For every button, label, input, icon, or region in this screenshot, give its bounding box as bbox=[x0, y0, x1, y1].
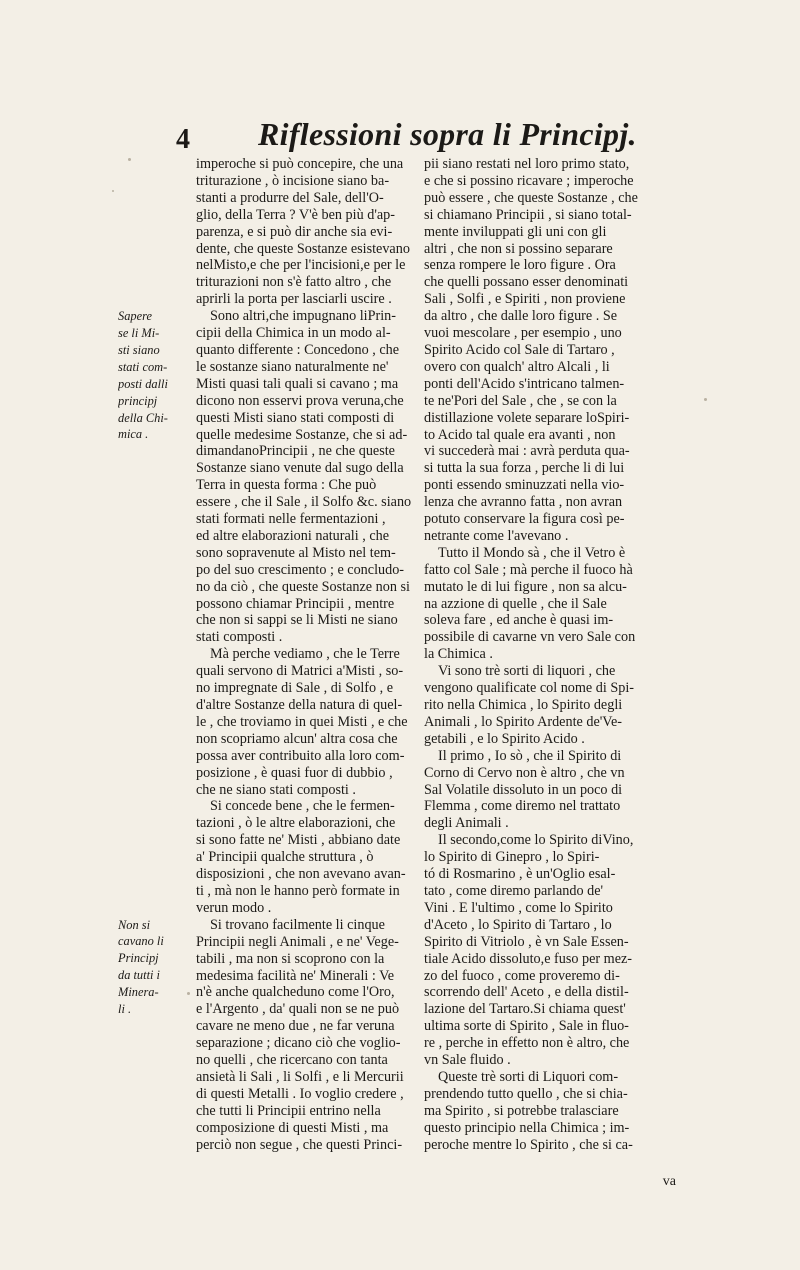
text-line: stanti a produrre del Sale, dell'O- bbox=[196, 189, 384, 206]
text-line: d'altre Sostanze della natura di quel- bbox=[196, 697, 403, 713]
text-line: lo Spirito di Ginepro , lo Spiri- bbox=[424, 849, 600, 866]
margin-note-line: della Chi- bbox=[118, 410, 168, 425]
text-line: può essere , che queste Sostanze , che bbox=[424, 189, 638, 206]
text-line: ansietà li Sali , li Solfi , e li Mercurii bbox=[196, 1068, 404, 1085]
text-line: overo con qualch' altro Alcali , li bbox=[424, 358, 610, 375]
text-line: disposizioni , che non avevano avan- bbox=[196, 866, 406, 883]
text-line: Terra in questa forma : Che può bbox=[196, 477, 377, 494]
text-line: cavare ne meno due , ne far veruna bbox=[196, 1018, 395, 1035]
text-line: lazione del Tartaro.Si chiama quest' bbox=[424, 1001, 626, 1018]
text-line: Principii negli Animali , e ne' Vege- bbox=[196, 933, 399, 950]
text-line: scorrendo dell' Aceto , e della distil- bbox=[424, 984, 629, 1001]
text-line: tabili , ma non si scoprono con la bbox=[196, 950, 385, 967]
text-line: nelMisto,e che per l'incisioni,e per le bbox=[196, 257, 406, 274]
margin-note-line: cavano li bbox=[118, 934, 164, 949]
text-line: non scopriamo alcun' altra cosa che bbox=[196, 730, 398, 747]
text-line: Si trovano facilmente li cinque bbox=[210, 916, 385, 933]
text-line: no da ciò , che queste Sostanze non si bbox=[196, 578, 410, 595]
page-number: 4 bbox=[176, 124, 190, 155]
text-line: no impregnate di Sale , di Solfo , e bbox=[196, 680, 394, 697]
text-line: tato , come diremo parlando de' bbox=[424, 882, 604, 899]
text-line: possa aver contribuito alla loro com- bbox=[196, 747, 405, 764]
text-line: ponti essendo sminuzzati nella vio- bbox=[424, 477, 625, 494]
margin-note-line: posti dalli bbox=[118, 376, 168, 391]
text-line: to Acido tal quale era avanti , non bbox=[424, 426, 616, 443]
text-line: le , che troviamo in quei Misti , e che bbox=[196, 713, 408, 730]
text-line: dicono non esservi prova veruna,che bbox=[196, 392, 404, 409]
text-line: Sal Volatile dissoluto in un poco di bbox=[424, 781, 623, 798]
text-line: di questi Metalli . Io voglio credere , bbox=[196, 1085, 404, 1102]
margin-note-line: Principj bbox=[118, 951, 159, 966]
text-line: stati composti . bbox=[196, 629, 283, 646]
text-line: che ne siano stati composti . bbox=[196, 781, 356, 798]
margin-note-line: da tutti i bbox=[118, 968, 160, 983]
text-line: Queste trè sorti di Liquori com- bbox=[438, 1068, 619, 1085]
text-line: distillazione volete separare loSpiri- bbox=[424, 409, 630, 426]
text-line: triturazione , ò incisione siano ba- bbox=[196, 172, 390, 189]
text-line: vi succederà mai : avrà perduta qua- bbox=[424, 443, 630, 460]
text-line: cipii della Chimica in un modo al- bbox=[196, 325, 391, 342]
text-line: imperoche si può concepire, che una bbox=[196, 156, 404, 172]
text-line: sono sopravenute al Misto nel tem- bbox=[196, 544, 396, 561]
text-line: prendendo tutto quello , che si chia- bbox=[424, 1085, 628, 1102]
text-line: aprirli la porta per lasciarli uscire . bbox=[196, 291, 392, 308]
text-line: composizione di questi Misti , ma bbox=[196, 1119, 389, 1136]
text-line: essere , che il Sale , il Solfo &c. siano bbox=[196, 494, 412, 511]
text-line: si tutta la sua forza , perche li di lui bbox=[424, 460, 625, 477]
text-line: rito nella Chimica , lo Spirito degli bbox=[424, 697, 623, 713]
text-line: da altro , che dalle loro figure . Se bbox=[424, 308, 618, 325]
text-line: quanto differente : Concedono , che bbox=[196, 341, 400, 358]
text-line: Sono altri,che impugnano liPrin- bbox=[210, 308, 396, 325]
margin-note-line: mica . bbox=[118, 427, 149, 442]
text-line: vuoi mescolare , per esempio , uno bbox=[424, 325, 622, 342]
text-line: Il primo , Io sò , che il Spirito di bbox=[438, 747, 622, 764]
text-line: Il secondo,come lo Spirito diVino, bbox=[438, 832, 634, 849]
margin-note-line: sti siano bbox=[118, 342, 160, 357]
text-line: Flemma , come diremo nel trattato bbox=[424, 798, 621, 815]
text-line: lenza che avranno fatta , non avran bbox=[424, 494, 623, 511]
text-line: ed altre elaborazioni naturali , che bbox=[196, 527, 390, 544]
text-line: posizione , è quasi fuor di dubbio , bbox=[196, 764, 393, 781]
margin-note-line: Non si bbox=[118, 917, 151, 932]
text-line: verun modo . bbox=[196, 899, 272, 916]
text-line: po del suo crescimento ; e concludo- bbox=[196, 561, 405, 578]
margin-note-line: principj bbox=[118, 393, 158, 408]
margin-note bbox=[118, 308, 192, 443]
text-line: te ne'Pori del Sale , che , se con la bbox=[424, 392, 617, 409]
text-line: potuto conservare la figura così pe- bbox=[424, 511, 625, 528]
text-line: si sono fatte ne' Misti , abbiano date bbox=[196, 832, 401, 849]
text-line: perciò non segue , che questi Princi- bbox=[196, 1136, 403, 1153]
text-line: possibile di cavarne vn vero Sale con bbox=[424, 629, 636, 646]
text-line: glio, della Terra ? V'è ben più d'ap- bbox=[196, 206, 395, 223]
text-line: peroche mentre lo Spirito , che si ca- bbox=[424, 1136, 633, 1153]
text-line: la Chimica . bbox=[424, 646, 493, 663]
text-line: ultima sorte di Spirito , Sale in fluo- bbox=[424, 1018, 629, 1035]
text-line: e che si possino ricavare ; imperoche bbox=[424, 172, 634, 189]
text-line: n'è anche qualcheduno come l'Oro, bbox=[196, 984, 395, 1001]
text-line: soleva fare , ed anche è quasi im- bbox=[424, 612, 614, 629]
right-column bbox=[424, 156, 674, 1153]
margin-note bbox=[118, 917, 192, 1018]
text-line: ti , mà non le hanno però formate in bbox=[196, 882, 400, 899]
text-line: vengono qualificate col nome di Spi- bbox=[424, 680, 634, 697]
text-line: Tutto il Mondo sà , che il Vetro è bbox=[438, 544, 626, 561]
text-line: altri , che non si possino separare bbox=[424, 240, 613, 257]
text-line: a' Principii qualche struttura , ò bbox=[196, 849, 374, 866]
text-line: tazioni , ò le altre elaborazioni, che bbox=[196, 815, 396, 832]
text-line: e l'Argento , da' quali non se ne può bbox=[196, 1001, 400, 1018]
text-line: questo principio nella Chimica ; im- bbox=[424, 1119, 630, 1136]
text-line: Mà perche vediamo , che le Terre bbox=[210, 646, 400, 663]
text-line: quali servono di Matrici a'Misti , so- bbox=[196, 663, 404, 680]
text-line: tiale Acido dissoluto,e fuso per mez- bbox=[424, 950, 633, 967]
text-line: questi Misti siano stati composti di bbox=[196, 409, 395, 426]
text-line: netrante come l'avevano . bbox=[424, 527, 569, 544]
catchword: va bbox=[662, 1174, 676, 1189]
text-line: zo del fuoco , come proveremo di- bbox=[424, 967, 620, 984]
margin-note-line: Minera- bbox=[118, 985, 159, 1000]
text-line: Sali , Solfi , e Spiriti , non proviene bbox=[424, 291, 626, 308]
text-line: separazione ; dicano ciò che voglio- bbox=[196, 1035, 401, 1052]
margin-note-line: stati com- bbox=[118, 359, 168, 374]
text-line: si chiamano Principii , si siano total- bbox=[424, 206, 632, 223]
text-line: Animali , lo Spirito Ardente de'Ve- bbox=[424, 713, 622, 730]
text-line: ma Spirito , si potrebbe tralasciare bbox=[424, 1102, 619, 1119]
text-line: Spirito Acido col Sale di Tartaro , bbox=[424, 341, 615, 358]
text-line: fatto col Sale ; mà perche il fuoco hà bbox=[424, 561, 633, 578]
text-line: che quelli possano esser denominati bbox=[424, 274, 629, 291]
text-line: pii siano restati nel loro primo stato, bbox=[424, 156, 630, 172]
text-line: getabili , e lo Spirito Acido . bbox=[424, 730, 585, 747]
text-line: parenza, e si può dir anche sia evi- bbox=[196, 223, 393, 240]
running-head: Riflessioni sopra li Principj. bbox=[258, 116, 637, 152]
text-line: Spirito di Vitriolo , è vn Sale Essen- bbox=[424, 933, 629, 950]
text-line: dimandanoPrincipii , ne che queste bbox=[196, 443, 395, 460]
text-line: dente, che queste Sostanze esistevano bbox=[196, 240, 410, 257]
text-line: tó di Rosmarino , è un'Oglio esal- bbox=[424, 866, 616, 883]
text-line: Vi sono trè sorti di liquori , che bbox=[438, 663, 616, 680]
text-line: no quelli , che ricercano con tanta bbox=[196, 1052, 388, 1069]
text-line: possono chiamar Principii , mentre bbox=[196, 595, 395, 612]
left-column bbox=[196, 156, 414, 1153]
text-line: triturazioni non s'è fatto altro , che bbox=[196, 274, 392, 291]
text-line: mutato le di lui figure , non sa alcu- bbox=[424, 578, 627, 595]
text-line: degli Animali . bbox=[424, 815, 509, 832]
text-line: Misti quasi tali quali si cavano ; ma bbox=[196, 375, 399, 392]
text-line: medesima facilità ne' Minerali : Ve bbox=[196, 967, 395, 984]
text-line: stati formati nelle fermentazioni , bbox=[196, 511, 386, 528]
text-line: le sostanze siano naturalmente ne' bbox=[196, 358, 389, 375]
text-line: senza rompere le loro figure . Ora bbox=[424, 257, 616, 274]
text-line: ponti dell'Acido s'intricano talmen- bbox=[424, 375, 625, 392]
text-line: Sostanze siano venute dal sugo della bbox=[196, 460, 404, 477]
text-line: d'Aceto , lo Spirito di Tartaro , lo bbox=[424, 916, 612, 933]
text-line: che tutti li Principii entrino nella bbox=[196, 1102, 381, 1119]
text-line: na azzione di quelle , che il Sale bbox=[424, 595, 607, 612]
text-line: Corno di Cervo non è altro , che vn bbox=[424, 764, 625, 781]
margin-note-line: li . bbox=[118, 1002, 132, 1017]
margin-note-line: se li Mi- bbox=[118, 326, 160, 340]
text-line: mente inviluppati gli uni con gli bbox=[424, 223, 607, 240]
text-line: Si concede bene , che le fermen- bbox=[210, 798, 395, 815]
text-line: re , perche in effetto non è altro, che bbox=[424, 1035, 630, 1052]
text-line: vn Sale fluido . bbox=[424, 1052, 511, 1069]
margin-note-line: Sapere bbox=[118, 309, 152, 324]
text-line: che non si sappi se li Misti ne siano bbox=[196, 612, 398, 629]
text-line: quelle medesime Sostanze, che si ad- bbox=[196, 426, 408, 443]
text-line: Vini . E l'ultimo , come lo Spirito bbox=[424, 899, 613, 916]
